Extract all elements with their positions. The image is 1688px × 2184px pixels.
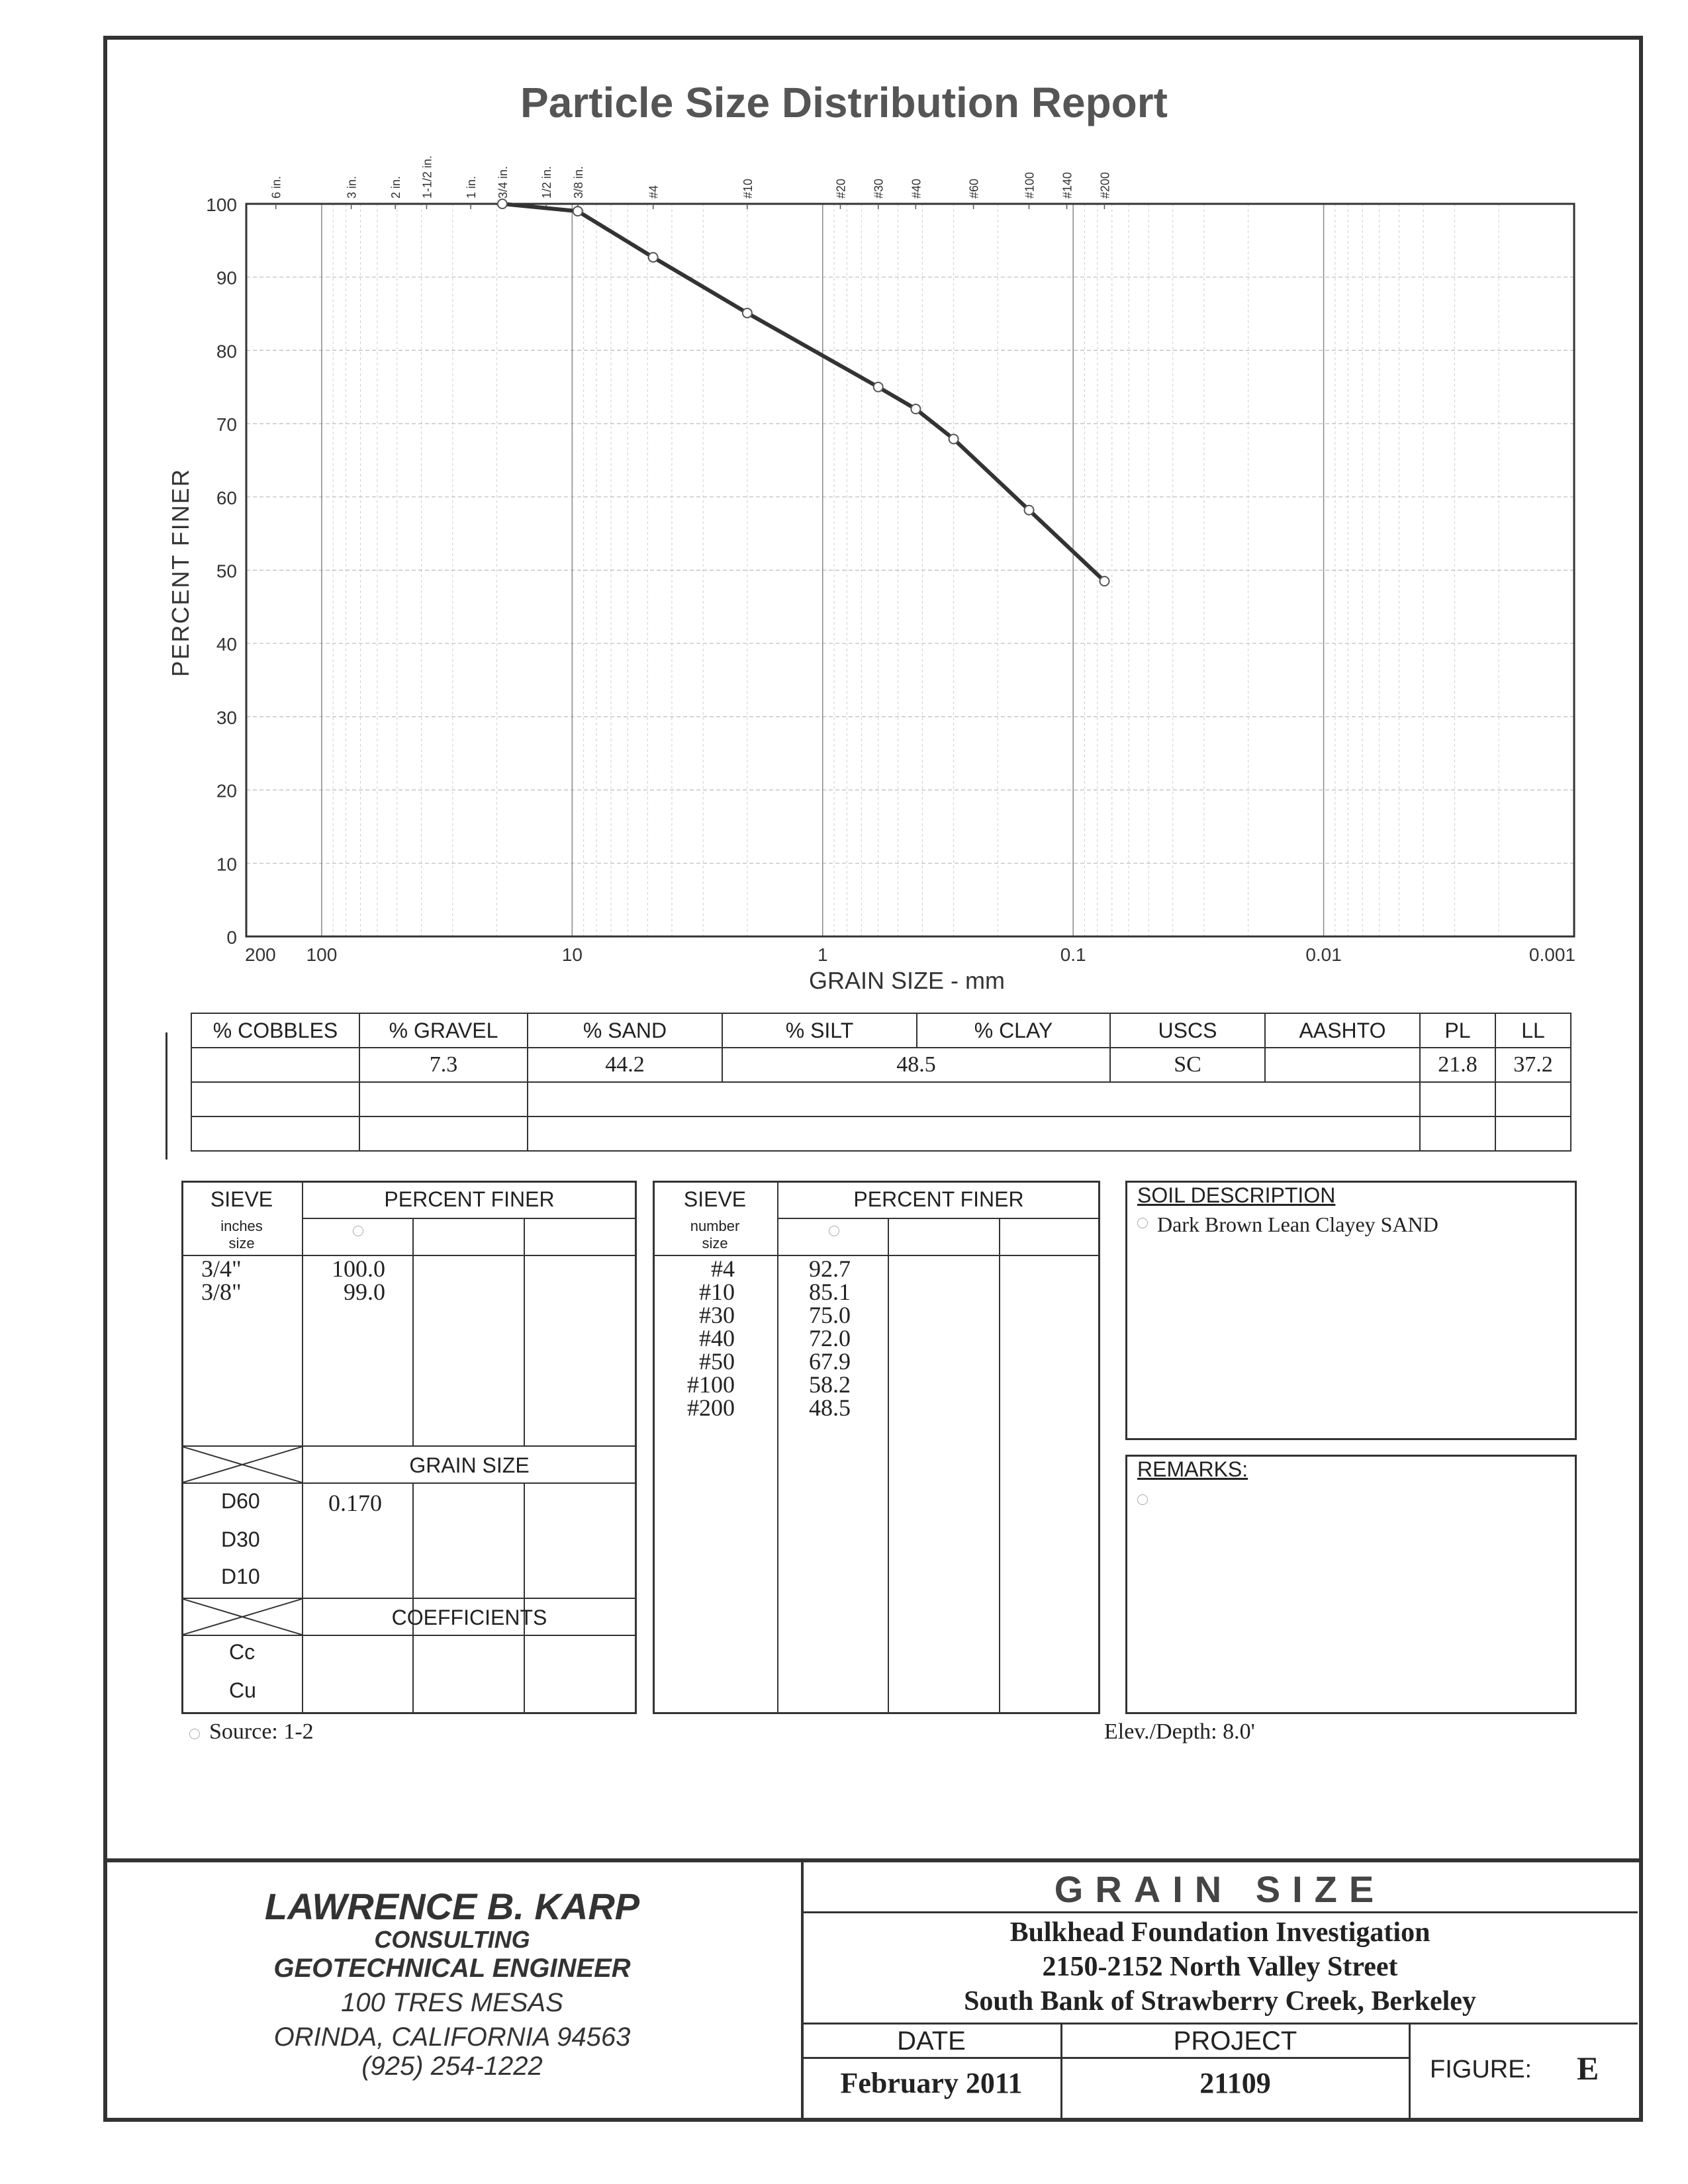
sand-header: % SAND [528, 1013, 722, 1048]
aashto-header: AASHTO [1265, 1013, 1420, 1048]
grain-size-header: GRAIN SIZE [409, 1453, 530, 1477]
x-tick-label: 200 [245, 944, 276, 965]
sieve-number-subheader: number size [690, 1218, 740, 1251]
gravel-header: % GRAVEL [359, 1013, 528, 1048]
data-point [874, 383, 883, 392]
y-axis-label: PERCENT FINER [167, 468, 194, 677]
x-tick-label: 100 [306, 944, 338, 965]
uscs-value: SC [1110, 1048, 1265, 1082]
data-point [743, 308, 752, 318]
data-point [498, 199, 507, 208]
source-label: Source: 1-2 [209, 1719, 314, 1744]
summary-table [191, 1013, 1571, 1152]
sieve-inches-pf-header: PERCENT FINER [384, 1187, 555, 1211]
d10-label: D10 [221, 1565, 260, 1588]
pl-value: 21.8 [1420, 1048, 1495, 1082]
minor-grid [246, 204, 1574, 936]
date-value: February 2011 [840, 2067, 1023, 2099]
cc-label: Cc [229, 1640, 256, 1664]
aashto-value [1265, 1048, 1420, 1082]
crossed-cell-icon [183, 1599, 302, 1635]
sieve-label: 6 in. [269, 175, 283, 199]
sieve-number-header: SIEVE [683, 1187, 747, 1211]
data-point [1100, 576, 1109, 586]
sample-circle-icon [1137, 1218, 1148, 1228]
sieve-label: 3 in. [345, 175, 359, 199]
sieve-inches-subheader: inches size [220, 1218, 263, 1251]
project-line3: South Bank of Strawberry Creek, Berkeley [964, 1986, 1476, 2017]
y-tick-label: 10 [216, 854, 237, 875]
x-tick-label: 1 [817, 944, 828, 965]
sieve-labels [270, 156, 1112, 209]
sample-circle-icon [1137, 1494, 1148, 1505]
sieve-label: #20 [834, 178, 848, 199]
sieve-label: 1-1/2 in. [420, 155, 434, 199]
clay-header: % CLAY [917, 1013, 1110, 1048]
company-phone: (925) 254-1222 [361, 2052, 543, 2081]
sieve-label: 3/4 in. [496, 165, 510, 199]
gradation-curve [502, 204, 1105, 581]
report-title: Particle Size Distribution Report [520, 79, 1168, 126]
remarks-box [1125, 1455, 1577, 1714]
company-address1: 100 TRES MESAS [341, 1988, 563, 2017]
sieve-inches-sizes: 3/4" 3/8" [201, 1255, 242, 1305]
y-tick-label: 50 [216, 561, 237, 582]
sample-circle-icon [189, 1729, 200, 1739]
sieve-number-values: 92.7 85.1 75.0 72.0 67.9 58.2 48.5 [809, 1255, 851, 1421]
cobbles-value [191, 1048, 359, 1082]
date-label: DATE [897, 2026, 966, 2056]
x-tick-label: 0.1 [1060, 944, 1086, 965]
sample-circle-icon [829, 1226, 839, 1236]
data-point [573, 206, 583, 216]
sieve-label: #10 [741, 178, 755, 199]
project-label: PROJECT [1173, 2026, 1297, 2056]
summary-left-rule [165, 1032, 167, 1160]
sieve-label: #100 [1023, 171, 1037, 199]
data-series [498, 199, 1109, 586]
summary-header-row [191, 1013, 1571, 1048]
sieve-label: #140 [1060, 171, 1074, 199]
x-tick-label: 0.01 [1305, 944, 1342, 965]
gravel-value: 7.3 [359, 1048, 528, 1082]
y-tick-label: 100 [206, 195, 237, 215]
soil-description-text: Dark Brown Lean Clayey SAND [1157, 1212, 1438, 1236]
remarks-header: REMARKS: [1137, 1457, 1248, 1481]
soil-description-header: SOIL DESCRIPTION [1137, 1183, 1336, 1207]
y-tick-label: 40 [216, 634, 237, 655]
company-address2: ORINDA, CALIFORNIA 94563 [273, 2023, 631, 2052]
ll-header: LL [1495, 1013, 1571, 1048]
sieve-label: 3/8 in. [571, 165, 585, 199]
company-name: LAWRENCE B. KARP [264, 1886, 640, 1927]
pl-header: PL [1420, 1013, 1495, 1048]
sieve-label: #60 [967, 178, 981, 199]
sieve-label: #4 [647, 185, 661, 199]
sample-circle-icon [353, 1226, 363, 1236]
company-line3: GEOTECHNICAL ENGINEER [273, 1954, 631, 1983]
sieve-label: 1 in. [465, 175, 479, 199]
data-point [1025, 506, 1034, 515]
summary-empty-row [191, 1082, 1571, 1116]
x-tick-labels [245, 944, 1575, 965]
sieve-label: #30 [872, 178, 886, 199]
sieve-label: 2 in. [389, 175, 403, 199]
y-tick-label: 60 [216, 487, 237, 508]
grain-size-heading: GRAIN SIZE [1054, 1868, 1386, 1910]
x-tick-label: 0.001 [1528, 944, 1575, 965]
project-line2: 2150-2152 North Valley Street [1042, 1952, 1398, 1982]
grain-size-chart [0, 0, 1688, 1006]
sieve-inches-header: SIEVE [210, 1187, 273, 1211]
figure-label: FIGURE: [1430, 2056, 1532, 2083]
data-point [649, 253, 658, 262]
summary-empty-row [191, 1116, 1571, 1151]
d60-value: 0.170 [328, 1490, 382, 1516]
cobbles-header: % COBBLES [191, 1013, 359, 1048]
y-tick-label: 80 [216, 341, 237, 362]
y-tick-label: 0 [226, 927, 237, 948]
figure-value: E [1577, 2050, 1599, 2087]
y-tick-label: 90 [216, 267, 237, 289]
uscs-header: USCS [1110, 1013, 1265, 1048]
sieve-inches-values: 100.0 99.0 [332, 1255, 385, 1305]
y-tick-label: 30 [216, 707, 237, 728]
d30-label: D30 [221, 1527, 260, 1551]
silt-clay-value: 48.5 [722, 1048, 1110, 1082]
project-line1: Bulkhead Foundation Investigation [1009, 1917, 1430, 1948]
sieve-label: #200 [1098, 171, 1112, 199]
sieve-number-sizes: #4 #10 #30 #40 #50 #100 #200 [687, 1255, 735, 1421]
y-tick-label: 20 [216, 780, 237, 801]
silt-header: % SILT [722, 1013, 917, 1048]
y-tick-label: 70 [216, 414, 237, 435]
x-tick-label: 10 [561, 944, 583, 965]
x-axis-label: GRAIN SIZE - mm [809, 967, 1005, 994]
sieve-label: 1/2 in. [540, 165, 554, 199]
company-line2: CONSULTING [374, 1926, 530, 1953]
d60-label: D60 [221, 1489, 260, 1513]
elev-depth-label: Elev./Depth: 8.0' [1104, 1719, 1255, 1744]
cu-label: Cu [229, 1678, 256, 1702]
sieve-number-pf-header: PERCENT FINER [853, 1187, 1024, 1211]
project-number: 21109 [1199, 2067, 1271, 2099]
y-tick-labels [206, 195, 237, 948]
data-point [949, 434, 959, 443]
crossed-cell-icon [183, 1447, 302, 1482]
sand-value: 44.2 [528, 1048, 722, 1082]
coefficients-header: COEFFICIENTS [391, 1606, 547, 1629]
ll-value: 37.2 [1495, 1048, 1571, 1082]
summary-data-row [191, 1048, 1571, 1082]
sieve-label: #40 [910, 178, 923, 199]
data-point [911, 404, 920, 414]
